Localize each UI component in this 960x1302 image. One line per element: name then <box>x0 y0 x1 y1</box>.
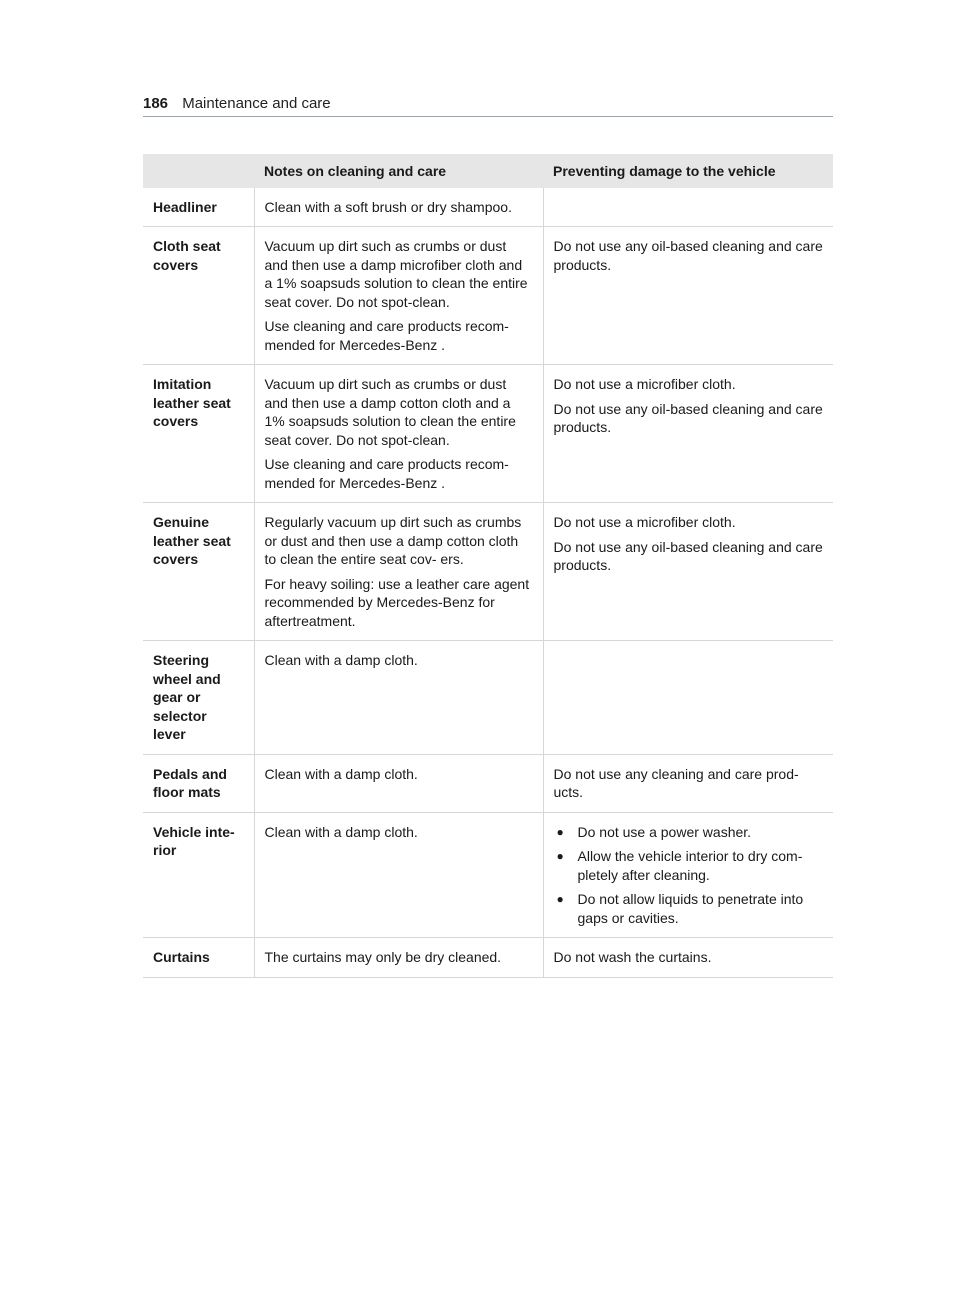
row-label: Vehicle inte- rior <box>143 812 254 938</box>
notes-text: Use cleaning and care products recom- mended for Mercedes-Benz . <box>264 318 509 353</box>
notes-cell <box>254 227 543 365</box>
row-label: Imitation leather seat covers <box>143 365 254 503</box>
bullet-icon: ● <box>556 849 564 863</box>
prevent-cell <box>543 188 833 227</box>
table-row <box>143 227 833 365</box>
notes-text: Clean with a soft brush or dry shampoo. <box>264 198 512 215</box>
bullet-text: Allow the vehicle interior to dry com- pletely after cleaning. <box>577 848 803 883</box>
notes-text: Clean with a damp cloth. <box>264 765 418 782</box>
notes-cell <box>254 938 543 978</box>
bullet-text: Do not use a power washer. <box>577 823 752 840</box>
list-item <box>554 823 824 842</box>
table-row <box>143 188 833 227</box>
prevent-cell <box>543 754 833 812</box>
table-header-row <box>143 154 833 188</box>
page-number: 186 <box>143 95 169 112</box>
notes-text: For heavy soiling: use a leather care agent recommended by Mercedes-Benz for aftertreatment. <box>264 575 530 629</box>
notes-text: Regularly vacuum up dirt such as crumbs or dust and then use a damp cotton cloth to clean the entire seat cov- ers. <box>264 514 522 567</box>
prevent-cell <box>543 938 833 978</box>
table-row <box>143 812 833 938</box>
table-row <box>143 641 833 755</box>
notes-cell <box>254 503 543 641</box>
notes-cell <box>254 812 543 938</box>
bullet-icon: ● <box>556 892 564 906</box>
row-label: Genuine leather seat covers <box>143 503 254 641</box>
prevent-cell <box>543 227 833 365</box>
notes-text: Vacuum up dirt such as crumbs or dust and then use a damp cotton cloth and a 1% soapsuds solution to clean the entire seat cover. Do not spot-clean. <box>264 376 516 448</box>
table-row <box>143 754 833 812</box>
column-header-prevent: Preventing damage to the vehicle <box>543 154 833 188</box>
cleaning-care-table <box>143 154 833 978</box>
bullet-text: Do not allow liquids to penetrate into gaps or cavities. <box>577 891 804 926</box>
row-label: Pedals and floor mats <box>143 754 254 812</box>
row-label: Headliner <box>143 188 254 227</box>
notes-text: The curtains may only be dry cleaned. <box>264 949 502 965</box>
notes-cell <box>254 754 543 812</box>
list-item <box>554 890 824 927</box>
row-label: Steering wheel and gear or selector lever <box>143 641 254 755</box>
prevent-text: Do not use any oil-based cleaning and care products. <box>553 400 823 435</box>
section-title: Maintenance and care <box>182 95 331 112</box>
notes-text: Vacuum up dirt such as crumbs or dust and then use a damp microfiber cloth and a 1% soapsuds solution to clean the entire seat cover. Do not spot-clean. <box>264 238 528 310</box>
prevent-text: Do not use any oil-based cleaning and care products. <box>553 238 823 273</box>
prevent-bullet-list <box>554 823 824 928</box>
table-row <box>143 938 833 978</box>
prevent-cell <box>543 365 833 503</box>
column-header-notes: Notes on cleaning and care <box>254 154 543 188</box>
prevent-text: Do not use any oil-based cleaning and care products. <box>553 538 823 573</box>
prevent-cell <box>543 812 833 938</box>
prevent-cell <box>543 503 833 641</box>
notes-cell <box>254 641 543 755</box>
table-row <box>143 365 833 503</box>
notes-text: Use cleaning and care products recom- mended for Mercedes-Benz . <box>264 456 509 491</box>
prevent-text: Do not wash the curtains. <box>553 949 712 965</box>
column-header-item <box>143 154 254 188</box>
bullet-icon: ● <box>556 824 564 839</box>
row-label: Curtains <box>143 938 254 978</box>
prevent-cell <box>543 641 833 755</box>
row-label: Cloth seat covers <box>143 227 254 365</box>
page-header <box>143 94 833 117</box>
prevent-text: Do not use any cleaning and care prod- ucts. <box>553 765 799 800</box>
prevent-text: Do not use a microfiber cloth. <box>553 376 736 392</box>
list-item <box>554 847 824 884</box>
notes-text: Clean with a damp cloth. <box>264 823 418 840</box>
notes-cell <box>254 365 543 503</box>
prevent-text: Do not use a microfiber cloth. <box>553 514 736 530</box>
notes-text: Clean with a damp cloth. <box>264 652 418 668</box>
notes-cell <box>254 188 543 227</box>
table-row <box>143 503 833 641</box>
